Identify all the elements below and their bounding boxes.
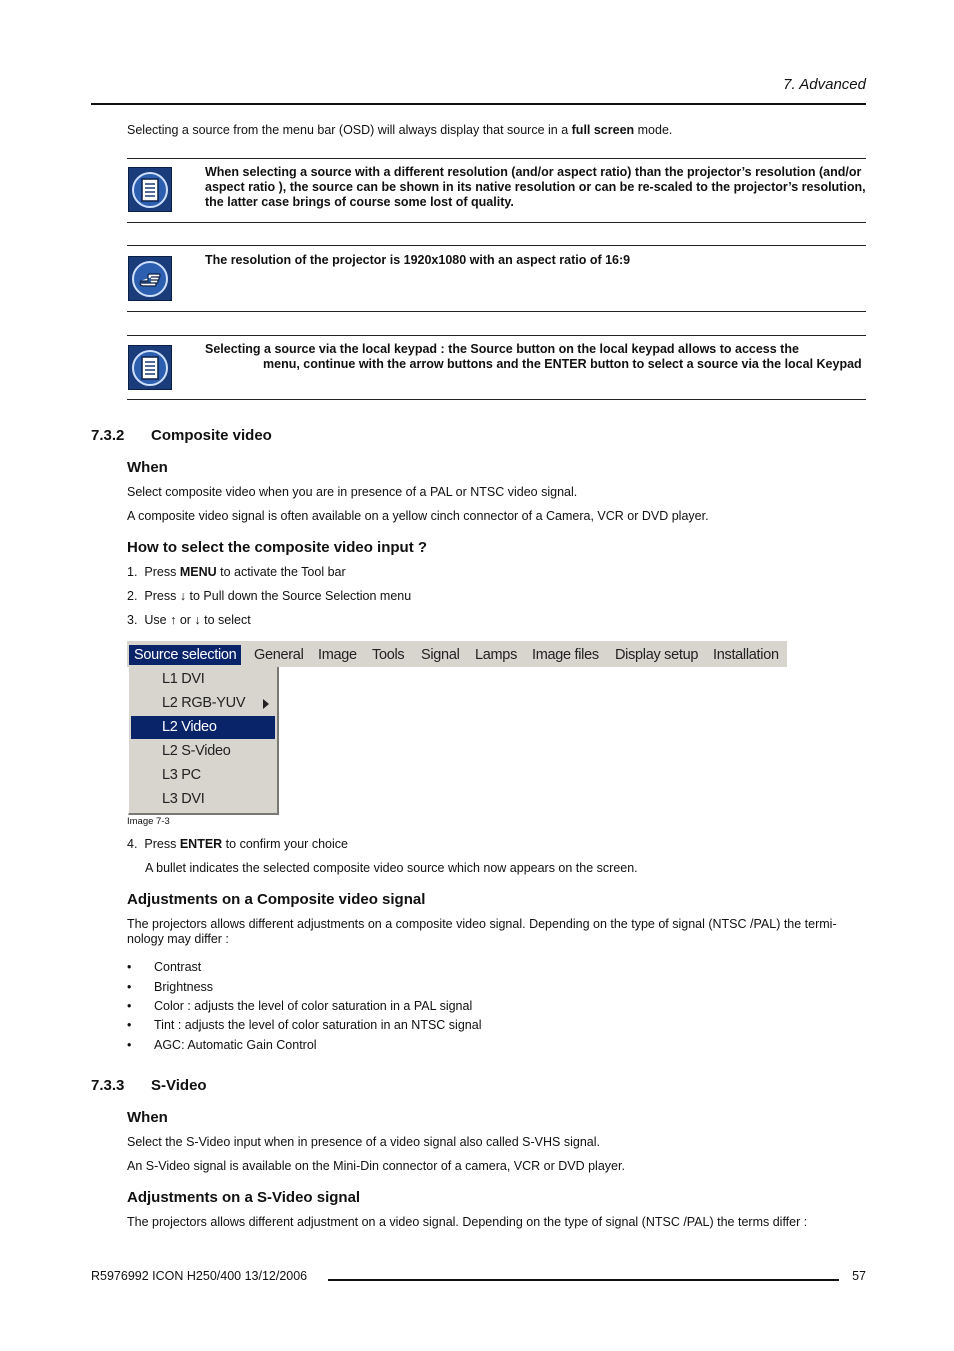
note-1-bottom-rule <box>127 222 866 223</box>
note-1-line: the latter case brings of course some lost of quality. <box>205 195 514 209</box>
note-3-text <box>205 342 866 372</box>
menu-tools[interactable]: Tools <box>372 647 405 663</box>
step-number: 3. <box>127 613 138 627</box>
subheading-when: When <box>127 1109 168 1126</box>
subheading-when: When <box>127 459 168 476</box>
note-2-top-rule <box>127 245 866 246</box>
note-1-top-rule <box>127 158 866 159</box>
step-3 <box>127 613 251 628</box>
paragraph: The projectors allows different adjustments on a composite video signal. Depending on the type of signal (NTSC /PAL) the termi- <box>127 917 837 931</box>
note-3-bottom-rule <box>127 399 866 400</box>
menu-image-files[interactable]: Image files <box>532 647 599 663</box>
step-text: Press ↓ to Pull down the Source Selection menu <box>144 589 412 603</box>
note-1-line: When selecting a source with a different resolution (and/or aspect ratio) than the projector’s resolution (and/or <box>205 165 862 179</box>
dropdown-item-l3-dvi[interactable]: L3 DVI <box>162 791 205 807</box>
dropdown-item-l2-rgb-yuv[interactable]: L2 RGB-YUV <box>162 695 246 711</box>
list-item: AGC: Automatic Gain Control <box>154 1038 317 1052</box>
note-3-line: menu, continue with the arrow buttons and the ENTER button to select a source via the local Keypad <box>263 357 862 371</box>
menu-image[interactable]: Image <box>318 647 357 663</box>
paragraph: A composite video signal is often available on a yellow cinch connector of a Camera, VCR or DVD player. <box>127 509 709 523</box>
paragraph: nology may differ : <box>127 932 229 946</box>
menu-display-setup[interactable]: Display setup <box>615 647 699 663</box>
step-text: Use ↑ or ↓ to select <box>144 613 251 627</box>
step-number: 1. <box>127 565 138 579</box>
footer-doc-id: R5976992 ICON H250/400 13/12/2006 <box>91 1269 308 1283</box>
footer-rule <box>328 1279 839 1281</box>
step-number: 2. <box>127 589 138 603</box>
section-title: S-Video <box>151 1077 207 1094</box>
bullet-icon: • <box>127 960 132 974</box>
page-number: 57 <box>852 1269 866 1283</box>
step-text: Press <box>144 837 180 851</box>
menu-installation[interactable]: Installation <box>713 647 779 663</box>
step-key: ENTER <box>179 837 223 851</box>
paragraph: An S-Video signal is available on the Mini-Din connector of a camera, VCR or DVD player. <box>127 1159 625 1173</box>
tip-icon <box>128 256 172 301</box>
menu-source-selection[interactable]: Source selection <box>129 645 241 665</box>
subheading-howto: How to select the composite video input ? <box>127 539 428 556</box>
intro-paragraph <box>127 123 672 138</box>
intro-text-end: mode. <box>634 123 673 137</box>
note-2-bottom-rule <box>127 311 866 312</box>
note-icon <box>128 167 172 212</box>
dropdown-item-l2-video[interactable]: L2 Video <box>131 716 275 739</box>
section-number: 7.3.3 <box>91 1077 125 1094</box>
note-3-top-rule <box>127 335 866 336</box>
dropdown-item-l2-s-video[interactable]: L2 S-Video <box>162 743 231 759</box>
bullet-icon: • <box>127 1018 132 1032</box>
list-item: Color : adjusts the level of color saturation in a PAL signal <box>154 999 473 1013</box>
paragraph: The projectors allows different adjustment on a video signal. Depending on the type of signal (NTSC /PAL) the terms differ : <box>127 1215 808 1229</box>
step-2 <box>127 589 411 604</box>
step-4-note: A bullet indicates the selected composite video source which now appears on the screen. <box>145 861 638 875</box>
bullet-icon: • <box>127 999 132 1013</box>
step-number: 4. <box>127 837 138 851</box>
section-title: Composite video <box>151 427 272 444</box>
note-2-text <box>205 253 866 268</box>
list-item: Contrast <box>154 960 202 974</box>
dropdown-item-l1-dvi[interactable]: L1 DVI <box>162 671 205 687</box>
step-text-end: to confirm your choice <box>222 837 348 851</box>
menu-general[interactable]: General <box>254 647 304 663</box>
paragraph: Select the S-Video input when in presence of a video signal also called S-VHS signal. <box>127 1135 600 1149</box>
note-1-line: aspect ratio ), the source can be shown in its native resolution or can be re-scaled to the projector’s resolution, <box>205 180 866 194</box>
step-4 <box>127 837 348 852</box>
step-1 <box>127 565 346 580</box>
section-number: 7.3.2 <box>91 427 125 444</box>
note-2-line: The resolution of the projector is 1920x1080 with an aspect ratio of 16:9 <box>205 253 631 267</box>
subheading-adjustments: Adjustments on a S-Video signal <box>127 1189 361 1206</box>
note-icon <box>128 345 172 390</box>
step-key: MENU <box>179 565 217 579</box>
paragraph: Select composite video when you are in presence of a PAL or NTSC video signal. <box>127 485 578 499</box>
image-caption: Image 7-3 <box>127 816 170 827</box>
bullet-icon: • <box>127 980 132 994</box>
menu-signal[interactable]: Signal <box>421 647 460 663</box>
note-1-text <box>205 165 866 210</box>
list-item: Brightness <box>154 980 214 994</box>
chapter-title: 7. Advanced <box>783 76 866 93</box>
step-text-end: to activate the Tool bar <box>216 565 346 579</box>
step-text: Press <box>144 565 180 579</box>
list-item: Tint : adjusts the level of color saturation in an NTSC signal <box>154 1018 482 1032</box>
bullet-icon: • <box>127 1038 132 1052</box>
dropdown-item-l3-pc[interactable]: L3 PC <box>162 767 201 783</box>
subheading-adjustments: Adjustments on a Composite video signal <box>127 891 426 908</box>
intro-bold: full screen <box>571 123 635 137</box>
submenu-arrow-icon <box>263 699 269 709</box>
header-rule <box>91 103 866 105</box>
menu-lamps[interactable]: Lamps <box>475 647 518 663</box>
note-3-line: Selecting a source via the local keypad : the Source button on the local keypad allows to access the <box>205 342 799 356</box>
intro-text: Selecting a source from the menu bar (OSD) will always display that source in a <box>127 123 572 137</box>
